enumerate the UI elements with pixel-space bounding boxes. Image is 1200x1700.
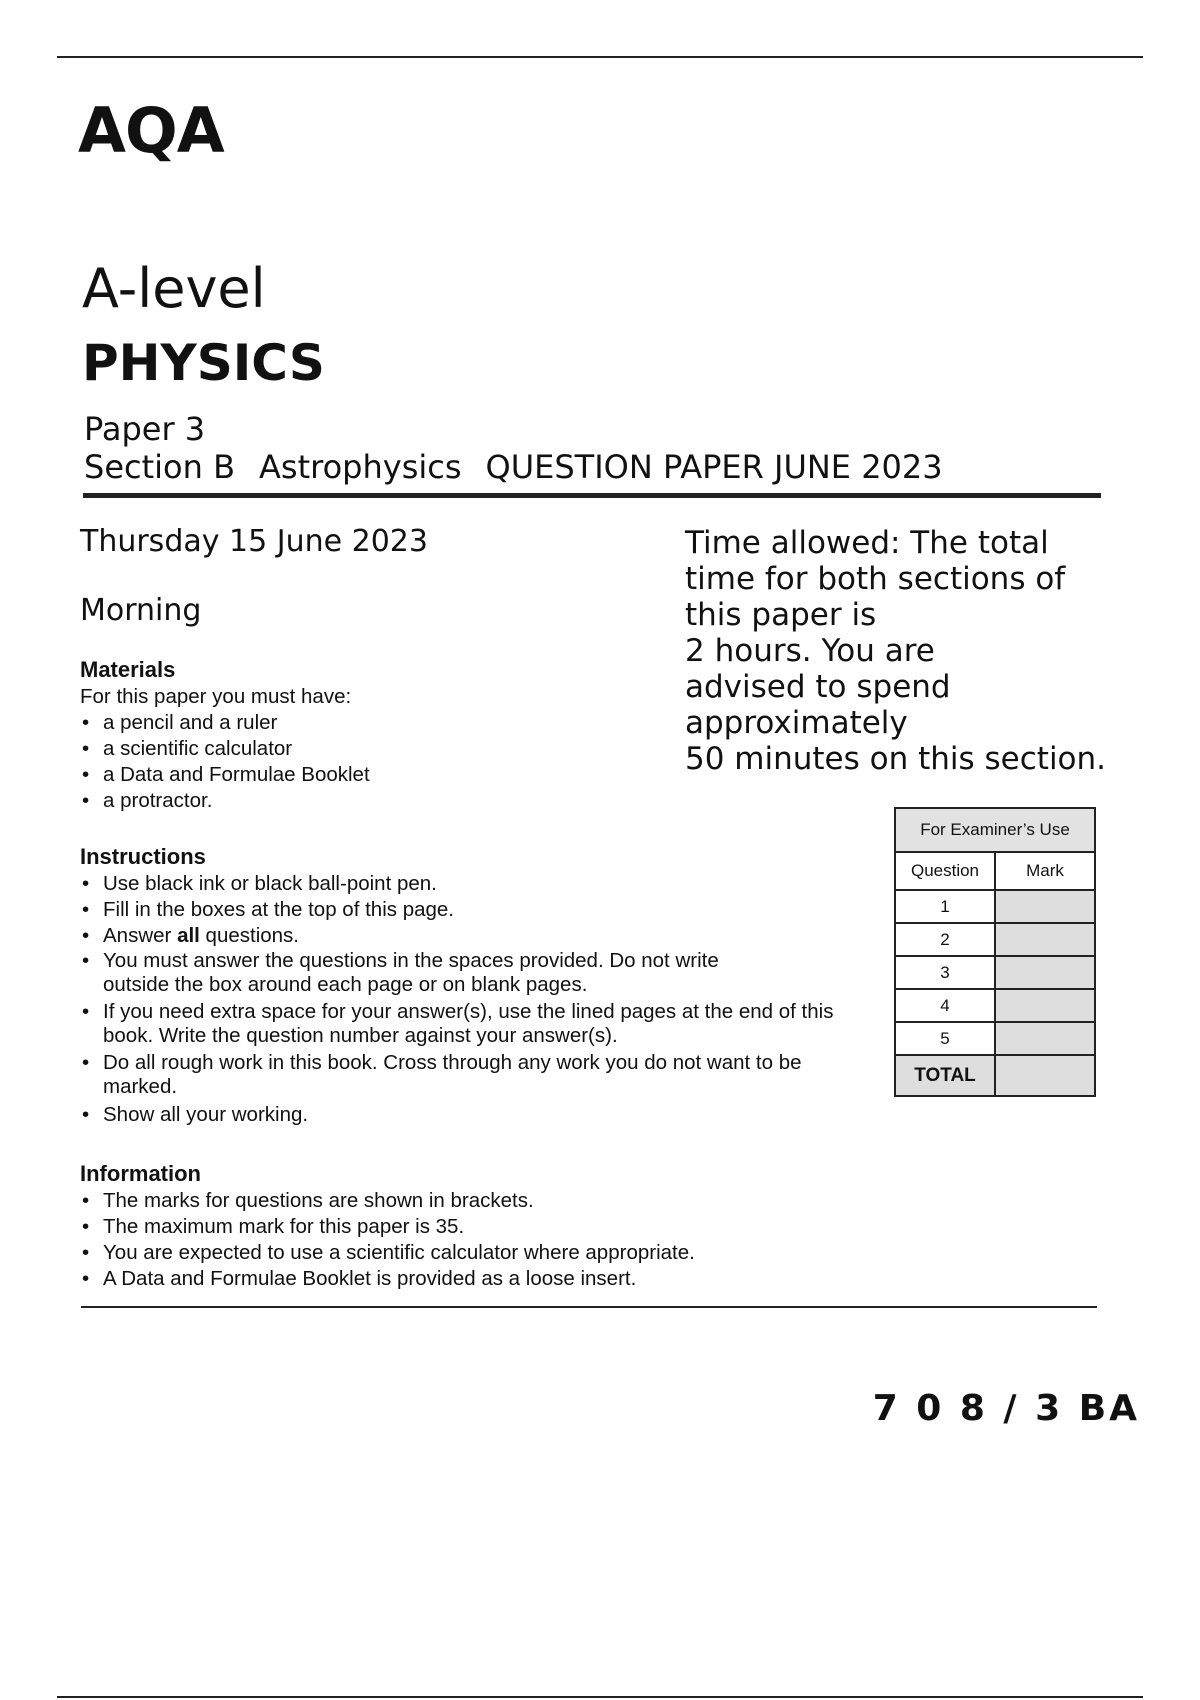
materials-intro: For this paper you must have: [80, 685, 352, 708]
subject-title: PHYSICS [82, 334, 325, 392]
question-number: 3 [895, 956, 995, 989]
exam-session: Morning [80, 593, 202, 628]
mark-cell[interactable] [995, 956, 1095, 989]
aqa-logo: AQA [78, 94, 224, 167]
mark-cell[interactable] [995, 989, 1095, 1022]
time-allowed-line: 2 hours. You are [685, 633, 935, 669]
materials-section [80, 656, 700, 814]
list-item: • a Data and Formulae Booklet [80, 762, 700, 788]
section-paper-title: QUESTION PAPER JUNE 2023 [485, 448, 943, 486]
question-number: 1 [895, 890, 995, 923]
list-item: • a pencil and a ruler [80, 710, 700, 736]
mark-cell[interactable] [995, 890, 1095, 923]
information-list [80, 1188, 980, 1292]
list-item: • Show all your working. [80, 1102, 860, 1128]
table-row [895, 1055, 1095, 1096]
instruction-text: questions. [199, 924, 300, 947]
instructions-list [80, 871, 860, 1128]
list-item: • a scientific calculator [80, 736, 700, 762]
time-allowed-line: this paper is [685, 597, 877, 633]
table-row [895, 956, 1095, 989]
list-item: • Use black ink or black ball-point pen. [80, 871, 860, 897]
information-underline [81, 1306, 1097, 1308]
paper-code: 7 0 8 / 3 BA [872, 1388, 1140, 1429]
time-allowed-line: advised to spend [685, 669, 951, 705]
information-heading: Information [80, 1161, 201, 1186]
section-line [84, 448, 967, 486]
section-topic: Astrophysics [259, 448, 462, 486]
list-item: • You must answer the questions in the spaces provided. Do not write outside the box around each page or on blank pages. [80, 949, 783, 1000]
question-number: 5 [895, 1022, 995, 1055]
exam-date: Thursday 15 June 2023 [80, 524, 428, 559]
materials-list [80, 710, 700, 814]
mark-column-header: Mark [995, 852, 1095, 890]
total-mark-cell[interactable] [995, 1055, 1095, 1096]
examiner-table-title: For Examiner’s Use [895, 808, 1095, 852]
time-allowed-line: Time allowed: The total [685, 525, 1049, 561]
question-column-header: Question [895, 852, 995, 890]
section-label: Section B [84, 448, 236, 486]
examiner-use-table [894, 807, 1096, 1097]
list-item: • Do all rough work in this book. Cross through any work you do not want to be marked. [80, 1051, 823, 1102]
mark-cell[interactable] [995, 1022, 1095, 1055]
instruction-text: Answer [103, 924, 178, 947]
list-item: • The maximum mark for this paper is 35. [80, 1214, 980, 1240]
information-section [80, 1160, 980, 1292]
instructions-section [80, 843, 860, 1128]
list-item: • The marks for questions are shown in brackets. [80, 1188, 980, 1214]
title-underline [83, 493, 1101, 498]
instruction-emphasis: all [177, 924, 200, 947]
time-allowed-line: 50 minutes on this section. [685, 741, 1107, 777]
time-allowed-line: approximately [685, 705, 908, 741]
instructions-heading: Instructions [80, 844, 206, 869]
list-item: • a protractor. [80, 788, 700, 814]
list-item: • You are expected to use a scientific calculator where appropriate. [80, 1240, 980, 1266]
time-allowed-line: time for both sections of [685, 561, 1066, 597]
table-row [895, 989, 1095, 1022]
top-rule [57, 56, 1143, 58]
time-allowed [685, 525, 1125, 777]
qualification-level: A-level [82, 257, 266, 320]
question-number: 2 [895, 923, 995, 956]
list-item: • If you need extra space for your answer(s), use the lined pages at the end of this book. Write the question number against your answer(s). [80, 1000, 873, 1051]
total-label: TOTAL [895, 1055, 995, 1096]
list-item: • A Data and Formulae Booklet is provided as a loose insert. [80, 1266, 980, 1292]
bottom-rule [57, 1696, 1143, 1698]
materials-heading: Materials [80, 657, 176, 682]
list-item [80, 923, 860, 949]
mark-cell[interactable] [995, 923, 1095, 956]
table-row [895, 1022, 1095, 1055]
paper-number: Paper 3 [84, 410, 206, 448]
table-row [895, 890, 1095, 923]
list-item: • Fill in the boxes at the top of this page. [80, 897, 860, 923]
table-row [895, 923, 1095, 956]
question-number: 4 [895, 989, 995, 1022]
